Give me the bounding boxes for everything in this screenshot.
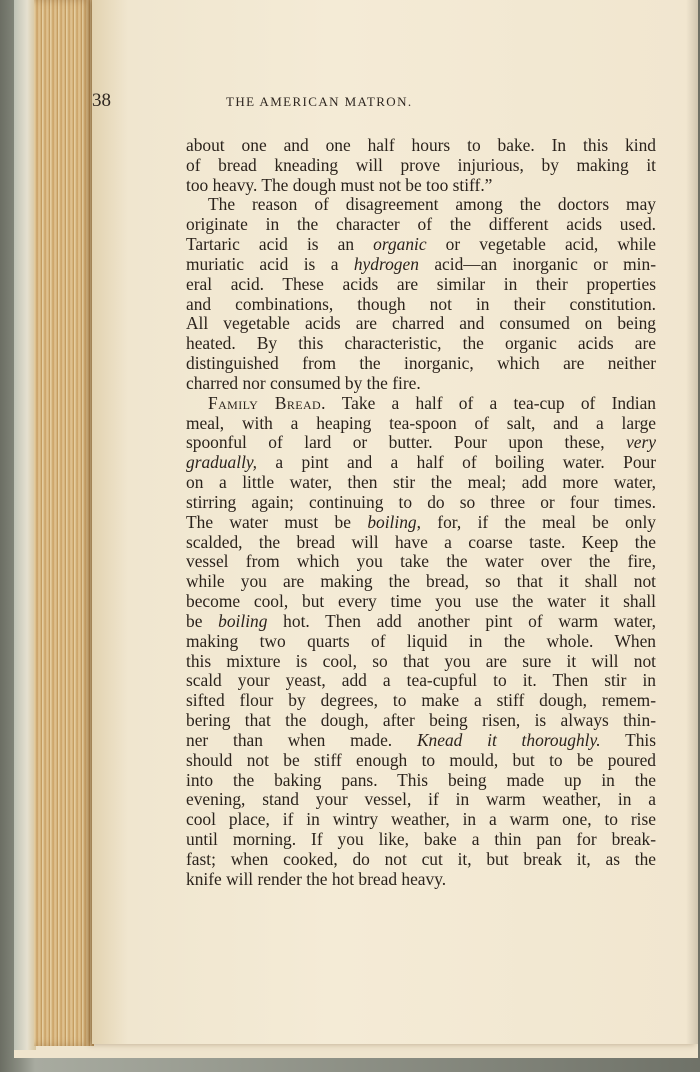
text-line: knife will render the hot bread heavy. bbox=[186, 868, 447, 889]
italic-text: boiling bbox=[367, 511, 417, 532]
page-header bbox=[92, 90, 592, 116]
text-line: become cool, but every time you use the water it shall bbox=[186, 591, 656, 612]
text-line: gradually, a pint and a half of boiling water. Pour bbox=[186, 452, 656, 473]
text-line: of bread kneading will prove injurious, by making it bbox=[186, 154, 656, 175]
italic-text: Knead it thoroughly. bbox=[416, 729, 601, 750]
text-line: too heavy. The dough must not be too stiff.” bbox=[186, 174, 493, 195]
text-line: All vegetable acids are charred and consumed on being bbox=[186, 313, 656, 334]
text-line: making two quarts of liquid in the whole. When bbox=[186, 630, 656, 651]
text-line: while you are making the bread, so that it shall not bbox=[186, 571, 656, 592]
text-line: eral acid. These acids are similar in their properties bbox=[186, 273, 656, 294]
text-line: evening, stand your vessel, if in warm weather, in a bbox=[186, 789, 656, 810]
page-number: 38 bbox=[92, 90, 111, 111]
text-line: cool place, if in wintry weather, in a warm one, to rise bbox=[186, 809, 656, 830]
text-line: The water must be boiling, for, if the meal be only bbox=[186, 511, 656, 532]
text-line: be boiling hot. Then add another pint of warm water, bbox=[186, 610, 656, 631]
text-line: this mixture is cool, so that you are sure it will not bbox=[186, 650, 656, 671]
text-line: scald your yeast, add a tea-cupful to it. Then stir in bbox=[186, 670, 656, 691]
text-line: should not be stiff enough to mould, but to be poured bbox=[186, 749, 656, 770]
text-line: into the baking pans. This being made up in the bbox=[186, 769, 656, 790]
text-line: charred nor consumed by the fire. bbox=[186, 372, 421, 393]
italic-text: very bbox=[626, 432, 656, 453]
running-title: THE AMERICAN MATRON. bbox=[226, 94, 413, 109]
page-edges bbox=[34, 0, 94, 1046]
text-line: spoonful of lard or butter. Pour upon these, very bbox=[186, 432, 656, 453]
text-line: Family Bread. Take a half of a tea-cup of Indian bbox=[208, 392, 656, 413]
text-line: stirring again; continuing to do so three or four times. bbox=[186, 491, 656, 512]
text-line: distinguished from the inorganic, which are neither bbox=[186, 353, 656, 374]
italic-text: hydrogen bbox=[353, 253, 419, 274]
cover-edge bbox=[14, 0, 36, 1050]
text-line: bering that the dough, after being risen, is always thin- bbox=[186, 710, 656, 731]
text-line: fast; when cooked, do not cut it, but break it, as the bbox=[186, 848, 656, 869]
section-heading: Family Bread. bbox=[208, 392, 326, 413]
text-line: scalded, the bread will have a coarse taste. Keep the bbox=[186, 531, 656, 552]
italic-text: organic bbox=[373, 234, 427, 255]
text-line: about one and one half hours to bake. In this kind bbox=[186, 135, 656, 155]
text-line: and combinations, though not in their constitution. bbox=[186, 293, 656, 314]
italic-text: gradually, bbox=[186, 452, 258, 473]
text-line: meal, with a heaping tea-spoon of salt, and a large bbox=[186, 412, 656, 433]
text-line: vessel from which you take the water over the fire, bbox=[186, 551, 656, 572]
text-line: until morning. If you like, bake a thin pan for break- bbox=[186, 828, 656, 849]
text-line: on a little water, then stir the meal; add more water, bbox=[186, 472, 656, 493]
text-line: heated. By this characteristic, the organic acids are bbox=[186, 333, 656, 354]
text-line: originate in the character of the different acids used. bbox=[186, 214, 656, 235]
text-line: ner than when made. Knead it thoroughly. This bbox=[186, 729, 657, 750]
page-fold-shadow bbox=[686, 0, 698, 1044]
text-line: muriatic acid is a hydrogen acid—an inorganic or min- bbox=[186, 253, 656, 274]
italic-text: boiling bbox=[218, 610, 268, 631]
text-line: Tartaric acid is an organic or vegetable acid, while bbox=[186, 234, 656, 255]
text-line: sifted flour by degrees, to make a stiff dough, remem- bbox=[186, 690, 656, 711]
text-line: The reason of disagreement among the doctors may bbox=[208, 194, 656, 215]
body-text bbox=[186, 136, 656, 889]
